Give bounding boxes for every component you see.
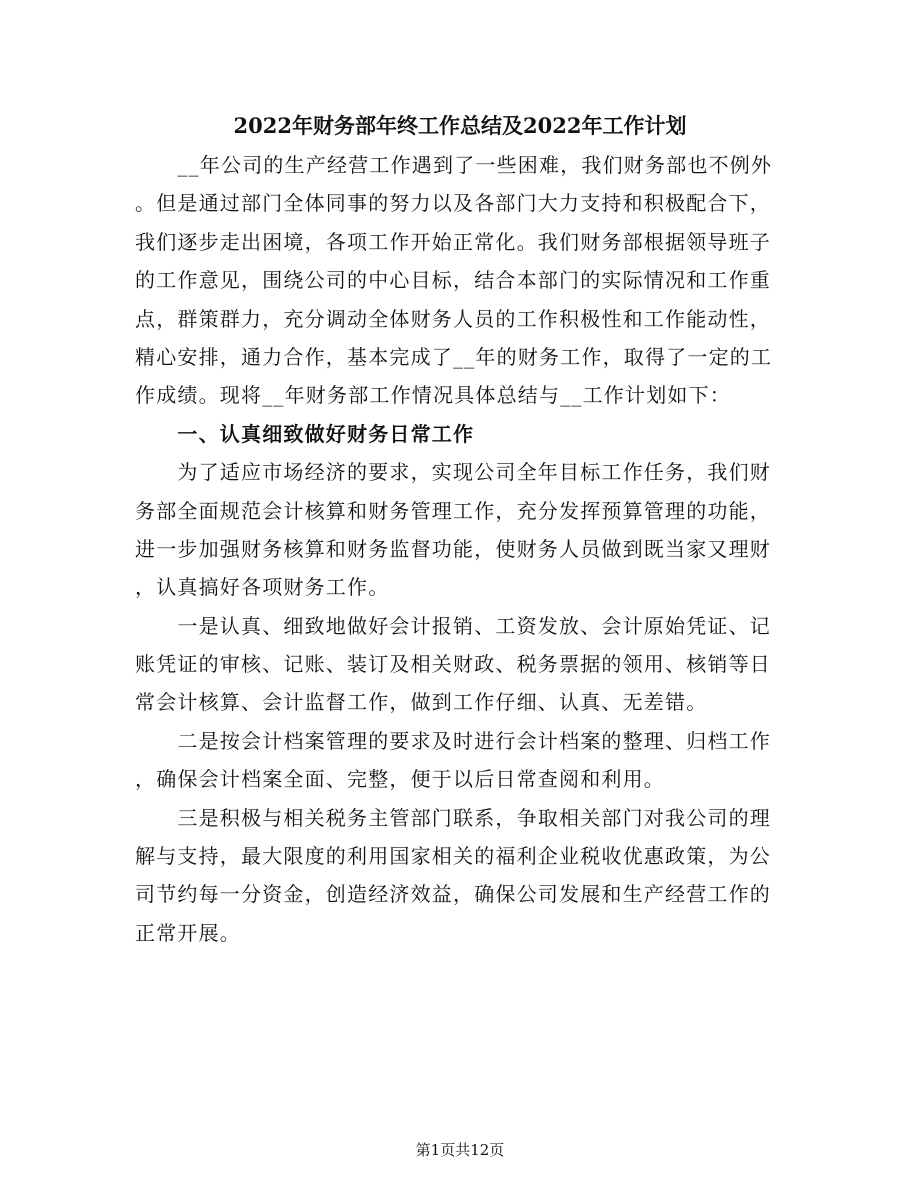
paragraph-line: 的工作意见，围绕公司的中心目标，结合本部门的实际情况和工作重 [135,268,771,293]
document-title: 2022年财务部年终工作总结及2022年工作计划 [233,113,687,138]
paragraph-line: 我们逐步走出困境，各项工作开始正常化。我们财务部根据领导班子 [135,229,771,254]
document-body [135,146,775,952]
paragraph-line: 解与支持，最大限度的利用国家相关的福利企业税收优惠政策，为公 [135,844,771,869]
paragraph-line: ，确保会计档案全面、完整，便于以后日常查阅和利用。 [135,767,665,792]
paragraph-line: 常会计核算、会计监督工作，做到工作仔细、认真、无差错。 [135,690,708,715]
paragraph-line: 正常开展。 [135,920,241,945]
paragraph-line: 账凭证的审核、记账、装订及相关财政、税务票据的领用、核销等日 [135,652,771,677]
paragraph-line: 一是认真、细致地做好会计报销、工资发放、会计原始凭证、记 [135,613,771,638]
paragraph-line: 。但是通过部门全体同事的努力以及各部门大力支持和积极配合下， [135,191,771,216]
page-number-footer: 第1页共12页 [415,1141,505,1159]
paragraph-line: __年公司的生产经营工作遇到了一些困难，我们财务部也不例外 [135,153,773,177]
paragraph-line: ，认真搞好各项财务工作。 [135,575,390,600]
paragraph-line: 三是积极与相关税务主管部门联系，争取相关部门对我公司的理 [135,805,771,830]
paragraph-line: 司节约每一分资金，创造经济效益，确保公司发展和生产经营工作的 [135,882,771,907]
paragraph-line: 二是按会计档案管理的要求及时进行会计档案的整理、归档工作 [135,728,771,753]
section-heading: 一、认真细致做好财务日常工作 [135,421,475,446]
paragraph-line: 务部全面规范会计核算和财务管理工作，充分发挥预算管理的功能， [135,498,771,523]
paragraph-line: 作成绩。现将__年财务部工作情况具体总结与__工作计划如下： [135,383,731,408]
paragraph-line: 为了适应市场经济的要求，实现公司全年目标工作任务，我们财 [135,460,771,485]
paragraph-line: 进一步加强财务核算和财务监督功能，使财务人员做到既当家又理财 [135,536,771,561]
paragraph-line: 精心安排，通力合作，基本完成了__年的财务工作，取得了一定的工 [135,344,773,369]
paragraph-line: 点，群策群力，充分调动全体财务人员的工作积极性和工作能动性， [135,306,771,331]
